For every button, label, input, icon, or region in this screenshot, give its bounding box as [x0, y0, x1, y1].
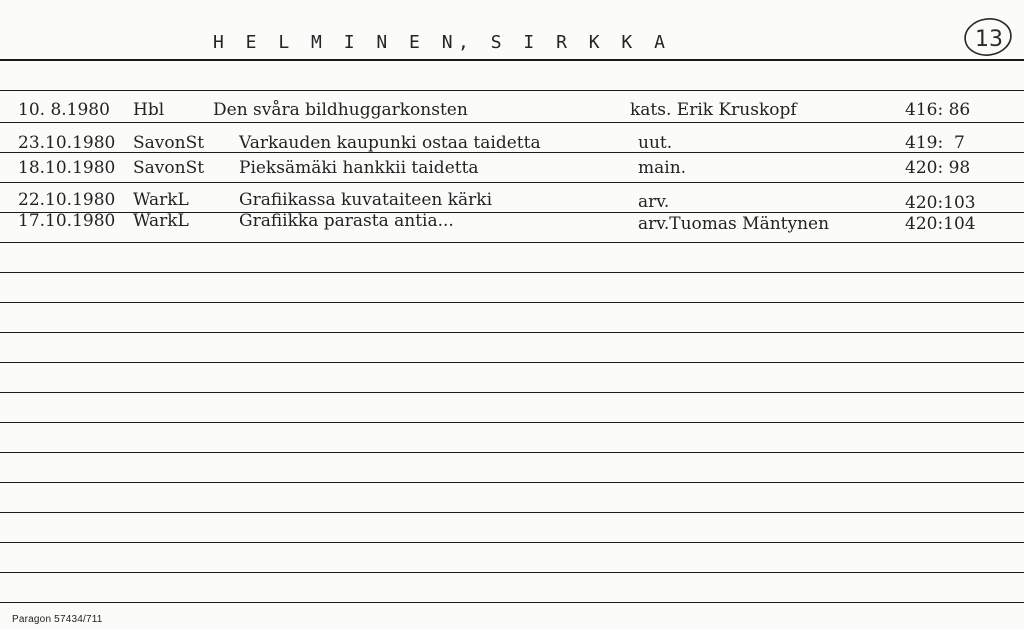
entry-date: 22.10.1980 — [18, 190, 116, 210]
entry-source: SavonSt — [133, 158, 205, 178]
ruled-line — [0, 90, 1024, 91]
entry-title: Grafiikka parasta antia... — [239, 211, 454, 231]
card-name-heading: H E L M I N E N, S I R K K A — [213, 32, 671, 53]
ruled-line — [0, 302, 1024, 303]
entry-type: uut. — [638, 133, 673, 153]
ruled-line — [0, 572, 1024, 573]
ruled-line — [0, 452, 1024, 453]
entry-reference: 420: 98 — [905, 158, 971, 178]
card-number-stamp — [962, 14, 1014, 60]
entry-reference: 420:103 — [905, 193, 976, 213]
entry-title: Grafiikassa kuvataiteen kärki — [239, 190, 493, 210]
ruled-line — [0, 392, 1024, 393]
ruled-line — [0, 422, 1024, 423]
ruled-line — [0, 482, 1024, 483]
entry-title: Den svåra bildhuggarkonsten — [213, 100, 468, 120]
entry-type: kats. Erik Kruskopf — [630, 100, 797, 120]
ruled-line — [0, 542, 1024, 543]
entry-title: Pieksämäki hankkii taidetta — [239, 158, 479, 178]
ruled-line — [0, 182, 1024, 183]
ruled-line — [0, 122, 1024, 123]
entry-source: WarkL — [133, 190, 189, 210]
svg-text:13: 13 — [975, 27, 1003, 52]
entry-type: arv. — [638, 192, 670, 212]
ruled-line — [0, 512, 1024, 513]
entry-reference: 416: 86 — [905, 100, 971, 120]
printer-imprint: Paragon 57434/711 — [12, 614, 103, 625]
entry-date: 17.10.1980 — [18, 211, 116, 231]
entry-date: 10. 8.1980 — [18, 100, 110, 120]
entry-source: Hbl — [133, 100, 165, 120]
ruled-line — [0, 362, 1024, 363]
entry-reference: 419: 7 — [905, 133, 965, 153]
ruled-line — [0, 332, 1024, 333]
entry-type: main. — [638, 158, 687, 178]
entry-date: 23.10.1980 — [18, 133, 116, 153]
ruled-line — [0, 242, 1024, 243]
entry-date: 18.10.1980 — [18, 158, 116, 178]
ruled-line — [0, 272, 1024, 273]
entry-type: arv.Tuomas Mäntynen — [638, 214, 830, 234]
entry-title: Varkauden kaupunki ostaa taidetta — [239, 133, 541, 153]
header-rule — [0, 59, 1024, 61]
entry-reference: 420:104 — [905, 214, 976, 234]
entry-source: WarkL — [133, 211, 189, 231]
entry-source: SavonSt — [133, 133, 205, 153]
ruled-line — [0, 602, 1024, 603]
